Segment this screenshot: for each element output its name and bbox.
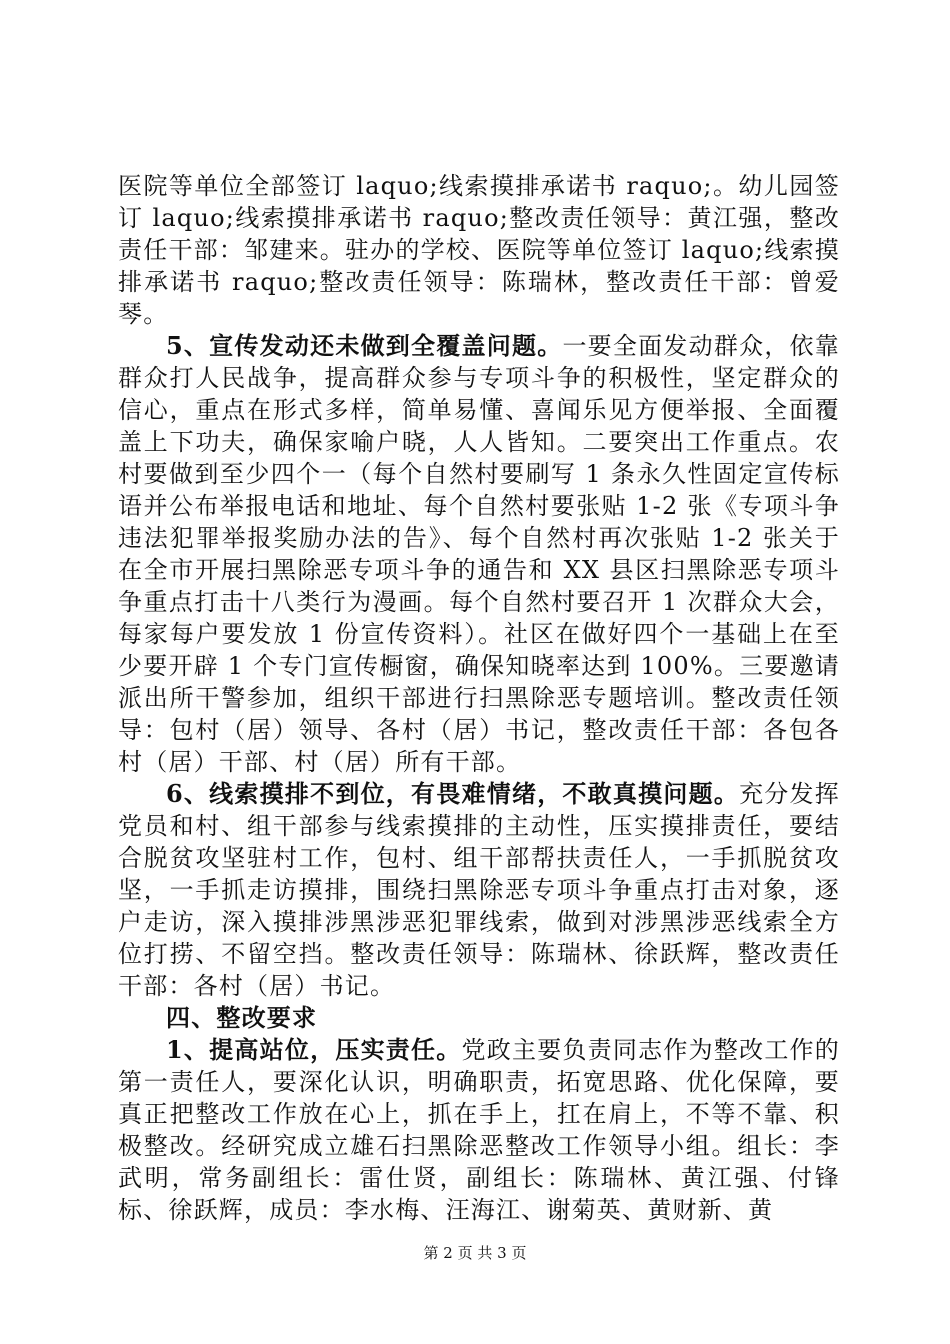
paragraph-text: 医院等单位全部签订 laquo;线索摸排承诺书 raquo;。幼儿园签订 laquo;线索摸排承诺书 raquo;整改责任领导：黄江强，整改责任干部：邹建来。驻办的学校、医院等单位签订 laquo;线索摸排承诺书 raquo;整改责任领导：陈瑞林，整改责任干部：曾爱琴。 [118, 172, 840, 328]
document-body [118, 170, 840, 1226]
paragraph-text: 充分发挥党员和村、组干部参与线索摸排的主动性，压实摸排责任，要结合脱贫攻坚驻村工作，包村、组干部帮扶责任人，一手抓脱贫攻坚，一手抓走访摸排，围绕扫黑除恶专项斗争重点打击对象，逐户走访，深入摸排涉黑涉恶犯罪线索，做到对涉黑涉恶线索全方位打捞、不留空挡。整改责任领导：陈瑞林、徐跃辉，整改责任干部：各村（居）书记。 [118, 780, 840, 1000]
paragraph-item-5 [118, 330, 840, 778]
section-heading: 四、整改要求 [166, 1003, 318, 1032]
paragraph-text: 一要全面发动群众，依靠群众打人民战争，提高群众参与专项斗争的积极性，坚定群众的信心，重点在形式多样，简单易懂、喜闻乐见方便举报、全面覆盖上下功夫，确保家喻户晓，人人皆知。二要突出工作重点。农村要做到至少四个一（每个自然村要刷写 1 条永久性固定宣传标语并公布举报电话和地址、每个自然村要张贴 1-2 张《专项斗争违法犯罪举报奖励办法的告》、每个自然村再次张贴 1-2 张关于在全市开展扫黑除恶专项斗争的通告和 XX 县区扫黑除恶专项斗争重点打击十八类行为漫画。每个自然村要召开 1 次群众大会，每家每户要发放 1 份宣传资料）。社区在做好四个一基础上在至少要开辟 1 个专门宣传橱窗，确保知晓率达到 100%。三要邀请派出所干警参加，组织干部进行扫黑除恶专题培训。整改责任领导：包村（居）领导、各村（居）书记，整改责任干部：各包各村（居）干部、村（居）所有干部。 [118, 332, 840, 776]
paragraph-continuation [118, 170, 840, 330]
page-number: 第 2 页 共 3 页 [423, 1244, 527, 1262]
paragraph-heading: 1、提高站位，压实责任。 [166, 1035, 462, 1064]
page-footer [0, 1243, 950, 1263]
paragraph-heading: 6、线索摸排不到位，有畏难情绪，不敢真摸问题。 [166, 779, 740, 808]
section-heading-requirements [118, 1002, 840, 1034]
paragraph-item-6 [118, 778, 840, 1002]
paragraph-requirement-1 [118, 1034, 840, 1226]
paragraph-text: 党政主要负责同志作为整改工作的第一责任人，要深化认识，明确职责，拓宽思路、优化保障，要真正把整改工作放在心上，抓在手上，扛在肩上，不等不靠、积极整改。经研究成立雄石扫黑除恶整改工作领导小组。组长：李武明，常务副组长：雷仕贤，副组长：陈瑞林、黄江强、付锋标、徐跃辉，成员：李水梅、汪海江、谢菊英、黄财新、黄 [118, 1036, 840, 1224]
paragraph-heading: 5、宣传发动还未做到全覆盖问题。 [166, 331, 563, 360]
